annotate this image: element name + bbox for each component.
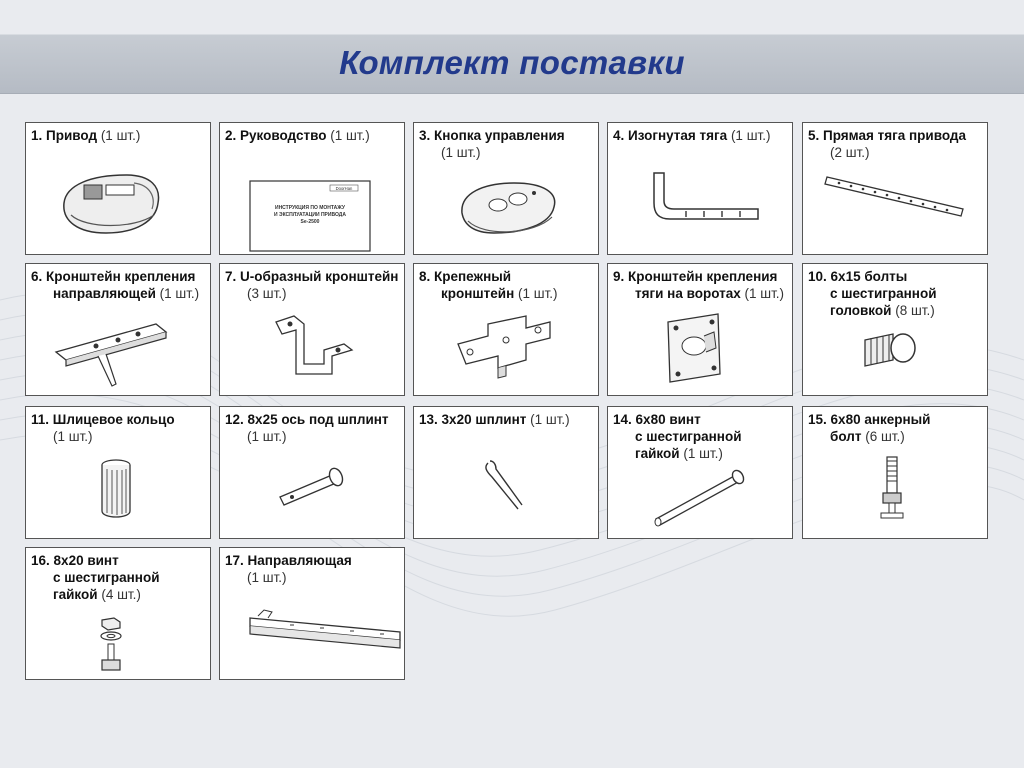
guide-rail-icon (220, 588, 406, 681)
anchor-bolt-icon (803, 447, 989, 540)
drive-unit-icon (26, 163, 212, 256)
rail-bracket-icon (26, 304, 212, 397)
screw-nut-icon (26, 608, 212, 681)
item-label: 10. 6x15 болты с шестигранной головкой (8 шт.) (808, 269, 937, 318)
svg-text:ИНСТРУКЦИЯ ПО МОНТАЖУ: ИНСТРУКЦИЯ ПО МОНТАЖУ (274, 205, 346, 211)
item-card-4 (607, 122, 793, 255)
long-screw-icon (608, 467, 794, 540)
item-card-16 (25, 547, 211, 680)
item-label: 4. Изогнутая тяга (1 шт.) (613, 128, 771, 143)
page-title: Комплект поставки (339, 44, 685, 81)
item-label: 7. U-образный кронштейн (3 шт.) (225, 269, 399, 301)
u-bracket-icon (220, 304, 406, 397)
item-card-12 (219, 406, 405, 539)
manual-icon (220, 163, 406, 256)
item-card-3 (413, 122, 599, 255)
spline-ring-icon (26, 447, 212, 540)
item-label: 14. 6x80 винт с шестигранной гайкой (1 шт.) (613, 412, 742, 461)
axle-pin-icon (220, 447, 406, 540)
item-label: 11. Шлицевое кольцо (1 шт.) (31, 412, 175, 444)
item-label: 8. Крепежный кронштейн (1 шт.) (419, 269, 558, 301)
hex-bolt-icon (803, 324, 989, 397)
item-card-7 (219, 263, 405, 396)
item-card-14 (607, 406, 793, 539)
item-card-10 (802, 263, 988, 396)
item-card-17 (219, 547, 405, 680)
item-card-13 (413, 406, 599, 539)
svg-text:DoorHan: DoorHan (335, 186, 353, 191)
item-label: 15. 6x80 анкерный болт (6 шт.) (808, 412, 931, 444)
item-label: 16. 8x20 винт с шестигранной гайкой (4 шт.) (31, 553, 160, 602)
item-label: 2. Руководство (1 шт.) (225, 128, 370, 143)
title-band (0, 34, 1024, 94)
item-label: 5. Прямая тяга привода (2 шт.) (808, 128, 966, 160)
bent-rod-icon (608, 163, 794, 256)
item-label: 9. Кронштейн крепления тяги на воротах (1 шт.) (613, 269, 785, 301)
item-card-2 (219, 122, 405, 255)
mount-bracket-icon (414, 304, 600, 397)
straight-rod-icon (803, 163, 989, 256)
door-bracket-icon (608, 304, 794, 397)
item-card-1 (25, 122, 211, 255)
item-card-11 (25, 406, 211, 539)
item-label: 1. Привод (1 шт.) (31, 128, 141, 143)
item-card-9 (607, 263, 793, 396)
svg-text:Sе-2500: Sе-2500 (300, 219, 320, 225)
svg-text:И ЭКСПЛУАТАЦИИ ПРИВОДА: И ЭКСПЛУАТАЦИИ ПРИВОДА (274, 212, 346, 218)
item-card-5 (802, 122, 988, 255)
item-card-6 (25, 263, 211, 396)
cotter-pin-icon (414, 447, 600, 540)
item-label: 17. Направляющая (1 шт.) (225, 553, 352, 585)
item-label: 12. 8x25 ось под шплинт (1 шт.) (225, 412, 389, 444)
item-card-15 (802, 406, 988, 539)
remote-control-icon (414, 163, 600, 256)
item-label: 6. Кронштейн крепления направляющей (1 шт.) (31, 269, 200, 301)
item-card-8 (413, 263, 599, 396)
item-label: 13. 3x20 шплинт (1 шт.) (419, 412, 570, 427)
item-label: 3. Кнопка управления (1 шт.) (419, 128, 565, 160)
